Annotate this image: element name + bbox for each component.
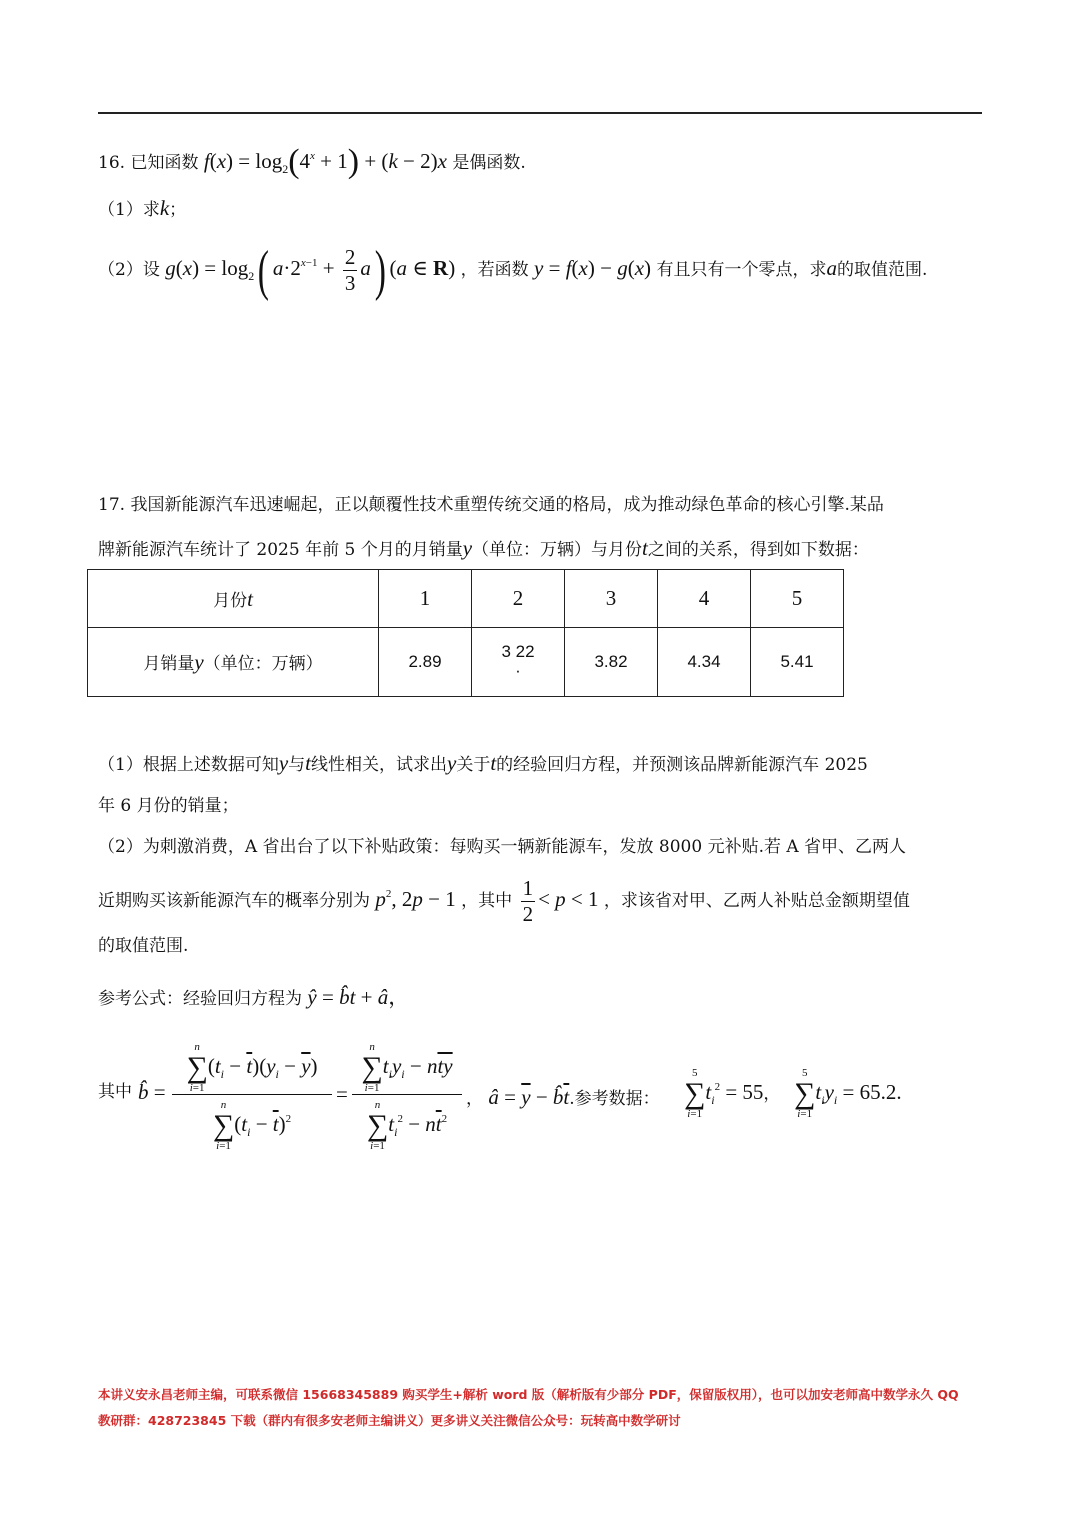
footer-line2: 教研群：428723845 下载（群内有很多安老师主编讲义）更多讲义关注微信公众号：玩转高中数学研讨 — [98, 1413, 681, 1428]
a-hat-and-data: ， â = $\overline{y}$ − $b̂\overline{t}$.参考数据： — [466, 1085, 660, 1109]
table-cell — [379, 628, 472, 697]
q17-part2-line3: 的取值范围. — [98, 936, 189, 956]
q16-part1-text: （1）求 — [98, 200, 160, 220]
q17-intro-line2: 牌新能源汽车统计了 2025 年前 5 个月的月销量y（单位：万辆）与月份t之间的关系，得到如下数据： — [98, 536, 869, 560]
header-var: t — [247, 586, 253, 611]
table-header-label — [88, 570, 379, 628]
sales-2-dot: · — [515, 660, 521, 680]
q16-part2-tail: 的取值范围. — [836, 260, 928, 280]
fraction-1-bar — [172, 1094, 332, 1095]
q17-part1-text-d: 关于 — [456, 755, 491, 775]
sales-3: 3.82 — [594, 652, 628, 671]
q16-part1-var: k — [159, 196, 170, 220]
table-cell — [565, 628, 658, 697]
q16-stem-suffix: 是偶函数. — [452, 153, 526, 173]
row-var: y — [194, 650, 204, 674]
table-cell — [658, 570, 751, 628]
q17-part1-line1: （1）根据上述数据可知y与t线性相关，试求出y关于t的经验回归方程，并预测该品牌新能源汽车 2025 — [98, 751, 868, 775]
row-unit: （单位：万辆） — [203, 654, 323, 674]
fraction-2-bar — [352, 1094, 462, 1095]
probability-formula: $p^2$, 2p − 1 — [375, 887, 456, 911]
ref-formula-line — [98, 987, 409, 1008]
ref-data-text: .参考数据： — [569, 1089, 660, 1109]
sum-ty: 5 ∑ i=1 $t_iy_i = 65.2$. — [794, 1067, 902, 1120]
q17-intro-text-a: 牌新能源汽车统计了 2025 年前 5 个月的月销量 — [98, 540, 463, 560]
month-1: 1 — [419, 586, 431, 610]
table-row-label — [88, 628, 379, 697]
b-hat-fraction-1 — [172, 1042, 332, 1157]
fraction-2-numerator: n ∑ i=1 $t_iy_i - n\overline{ty}$ — [361, 1041, 453, 1094]
q17-part2-line1: （2）为刺激消费，A 省出台了以下补贴政策：每购买一辆新能源车，发放 8000 元补贴.若 A 省甲、乙两人 — [98, 837, 907, 857]
table-cell — [472, 628, 565, 697]
q16-part1-end: ； — [169, 200, 187, 220]
ref-where-text: 其中 — [98, 1082, 132, 1102]
q17-part2-line2 — [98, 878, 910, 925]
sum-ty-value: 65.2 — [859, 1079, 897, 1104]
q16-part1 — [98, 198, 186, 219]
q16-part2 — [98, 240, 928, 302]
table-cell — [658, 628, 751, 697]
q17-part2-text-b: 近期购买该新能源汽车的概率分别为 — [98, 891, 370, 911]
b-hat-fraction-2 — [352, 1042, 462, 1157]
ref-formula-text: 参考公式：经验回归方程为 — [98, 989, 302, 1009]
table-cell — [751, 628, 844, 697]
sales-2: 3 22 — [501, 642, 535, 662]
sales-4: 4.34 — [687, 652, 721, 671]
q17-part1-text-a: （1）根据上述数据可知 — [98, 755, 279, 775]
q16-part2-text: （2）设 — [98, 260, 160, 280]
q16-part2-mid: ，若函数 — [460, 260, 529, 280]
footer-line1: 本讲义安永昌老师主编，可联系微信 15668345889 购买学生+解析 word 版（解析版有少部分 PDF，保留版权用），也可以加安老师高中数学永久 QQ — [98, 1387, 959, 1402]
q17-part2-text-d: ，求该省对甲、乙两人补贴总金额期望值 — [603, 891, 910, 911]
q17-intro-text-b: （单位：万辆）与月份 — [472, 540, 643, 560]
table-cell — [565, 570, 658, 628]
q16-y-formula: y = f(x) − g(x) — [534, 256, 652, 280]
month-3: 3 — [605, 586, 617, 610]
q16-function-formula: $f(x) = \log_2(4^x + 1) + (k - 2)x$ — [203, 143, 447, 180]
q16-stem-text: 16. 已知函数 — [98, 153, 199, 173]
q17-part1-line2: 年 6 月份的销量； — [98, 796, 239, 816]
table-header-row — [88, 570, 844, 628]
sales-5: 5.41 — [780, 652, 814, 671]
q16-part2-end: 有且只有一个零点，求 — [656, 260, 827, 280]
q17-part2-text-c: ，其中 — [461, 891, 513, 911]
fraction-2-denominator: n ∑ i=1 $t_i^2 - n\overline{t}^2$ — [366, 1099, 448, 1152]
regression-equation: ŷ = b̂t + â， — [307, 985, 410, 1009]
top-rule — [98, 112, 982, 114]
sales-table — [87, 569, 844, 697]
header-label-text: 月份 — [213, 590, 248, 611]
sales-1: 2.89 — [408, 652, 442, 671]
q17-part1-text-e: 的经验回归方程，并预测该品牌新能源汽车 2025 — [496, 755, 868, 775]
row-label-text: 月销量 — [143, 654, 195, 674]
q16-g-formula: $g(x) = \log_2$( $a\cdot 2^{x-1}$ + $\frac{2}{3}$ a) (a ∈ R) — [165, 240, 456, 302]
p-range-formula: $\frac{1}{2}$ < p < 1 — [522, 876, 599, 926]
fraction-1-denominator: n ∑ i=1 $(t_i - \overline{t})^2$ — [212, 1099, 292, 1152]
q16-stem — [98, 145, 526, 179]
q17-intro-text-c: 之间的关系，得到如下数据： — [647, 540, 869, 560]
b-hat-symbol: b̂ = — [138, 1080, 166, 1104]
equals-sign: = — [336, 1082, 348, 1106]
q17-intro-line1: 17. 我国新能源汽车迅速崛起，正以颠覆性技术重塑传统交通的格局，成为推动绿色革命的核心引擎.某品 — [98, 495, 884, 515]
table-cell — [751, 570, 844, 628]
fraction-1-numerator: n ∑ i=1 $(t_i - \overline{t})(y_i - \overline{y})$ — [186, 1041, 318, 1094]
sum-t-squared: 5 ∑ i=1 $t_i^2 = 55$， — [684, 1067, 781, 1120]
table-data-row — [88, 628, 844, 697]
month-2: 2 — [512, 586, 524, 610]
table-cell — [472, 570, 565, 628]
month-4: 4 — [698, 586, 710, 610]
q17-part1-text-c: 线性相关，试求出 — [311, 755, 447, 775]
q16-part2-var: a — [826, 256, 837, 280]
table-cell — [379, 570, 472, 628]
sum-t2-value: 55 — [742, 1079, 764, 1104]
q17-part1-text-b: 与 — [288, 755, 306, 775]
month-5: 5 — [791, 586, 803, 610]
